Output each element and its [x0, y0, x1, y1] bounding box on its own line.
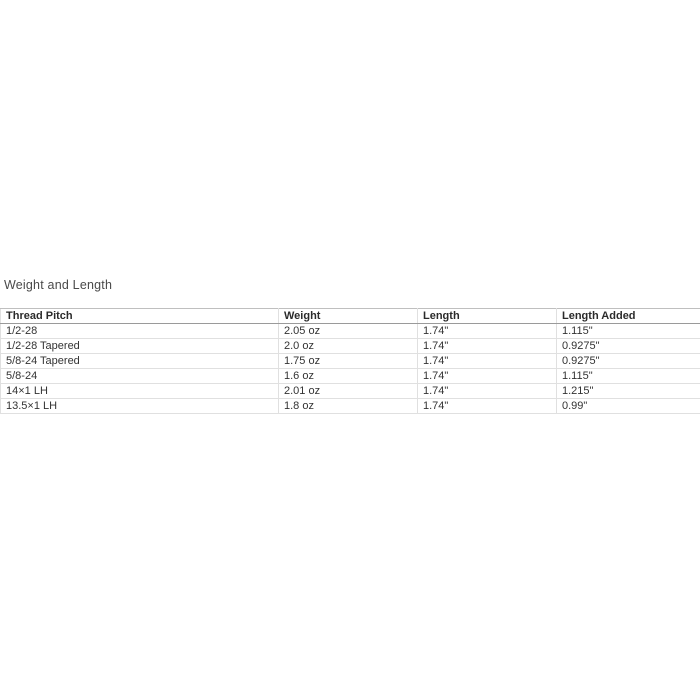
table-cell: 13.5×1 LH: [1, 399, 279, 414]
table-row: [1, 339, 700, 354]
table-row: [1, 384, 700, 399]
table-cell: 0.99": [557, 399, 700, 414]
table-cell: 1.115": [557, 324, 700, 339]
table-cell: 14×1 LH: [1, 384, 279, 399]
table-row: [1, 354, 700, 369]
column-header: Weight: [279, 309, 418, 324]
table-cell: 1.75 oz: [279, 354, 418, 369]
table-cell: 1.215": [557, 384, 700, 399]
table-cell: 2.05 oz: [279, 324, 418, 339]
table-cell: 1.6 oz: [279, 369, 418, 384]
table-cell: 5/8-24 Tapered: [1, 354, 279, 369]
table-cell: 1/2-28: [1, 324, 279, 339]
table-cell: 1.74": [418, 399, 557, 414]
table-row: [1, 369, 700, 384]
table-cell: 1.8 oz: [279, 399, 418, 414]
column-header: Thread Pitch: [1, 309, 279, 324]
table-cell: 2.01 oz: [279, 384, 418, 399]
table-cell: 0.9275": [557, 354, 700, 369]
table-cell: 1.115": [557, 369, 700, 384]
table-row: [1, 324, 700, 339]
column-header: Length: [418, 309, 557, 324]
weight-length-table: [0, 308, 700, 414]
table-body: [1, 324, 700, 414]
column-header: Length Added: [557, 309, 700, 324]
table-cell: 1.74": [418, 384, 557, 399]
table-cell: 1.74": [418, 324, 557, 339]
table-cell: 1/2-28 Tapered: [1, 339, 279, 354]
table-cell: 0.9275": [557, 339, 700, 354]
table-header: [1, 309, 700, 324]
table-cell: 2.0 oz: [279, 339, 418, 354]
table-cell: 1.74": [418, 339, 557, 354]
table-row: [1, 399, 700, 414]
table-header-row: [1, 309, 700, 324]
table-cell: 5/8-24: [1, 369, 279, 384]
section-title: Weight and Length: [4, 278, 113, 292]
table-cell: 1.74": [418, 354, 557, 369]
table-cell: 1.74": [418, 369, 557, 384]
